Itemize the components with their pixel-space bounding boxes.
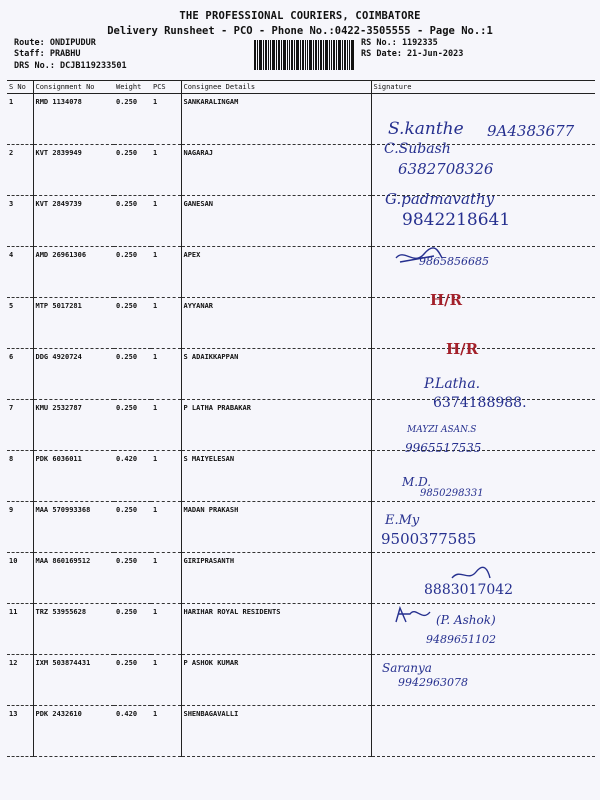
cell-consignee: SANKARALINGAM (181, 94, 371, 145)
cell-sno: 2 (7, 145, 33, 196)
cell-weight: 0.250 (114, 196, 151, 247)
cell-pcs: 1 (151, 553, 181, 604)
cell-weight: 0.420 (114, 706, 151, 757)
table-row (7, 604, 595, 655)
cell-pcs: 1 (151, 451, 181, 502)
signature-2-name: C.Subash (384, 141, 451, 157)
cell-consignment: MAA 860169512 (33, 553, 114, 604)
col-sno: S No (7, 81, 33, 94)
cell-consignee: P LATHA PRABAKAR (181, 400, 371, 451)
signature-6-mark: H/R (446, 340, 479, 358)
cell-pcs: 1 (151, 247, 181, 298)
cell-sno: 6 (7, 349, 33, 400)
signature-12-scribble (392, 604, 432, 626)
cell-weight: 0.250 (114, 553, 151, 604)
signature-9-name: M.D. (402, 475, 432, 489)
signature-4-phone: 9865856685 (419, 255, 489, 268)
cell-pcs: 1 (151, 349, 181, 400)
cell-pcs: 1 (151, 655, 181, 706)
signature-12-name: (P. Ashok) (436, 613, 496, 627)
cell-weight: 0.250 (114, 349, 151, 400)
cell-weight: 0.250 (114, 247, 151, 298)
cell-consignment: RMD 1134078 (33, 94, 114, 145)
signature-2-phone: 6382708326 (398, 160, 494, 178)
barcode (254, 40, 354, 70)
cell-consignment: TRZ 53955628 (33, 604, 114, 655)
cell-signature (371, 706, 595, 757)
table-row (7, 502, 595, 553)
table-row (7, 655, 595, 706)
cell-weight: 0.250 (114, 298, 151, 349)
cell-sno: 11 (7, 604, 33, 655)
table-row (7, 706, 595, 757)
signature-10-name: E.My (385, 513, 420, 528)
cell-consignee: AYYANAR (181, 298, 371, 349)
signature-5-mark: H/R (430, 291, 463, 309)
rs-number: RS No.: 1192335 (361, 38, 438, 48)
cell-weight: 0.250 (114, 502, 151, 553)
cell-signature (371, 349, 595, 400)
cell-consignee: S ADAIKKAPPAN (181, 349, 371, 400)
table-row (7, 145, 595, 196)
cell-weight: 0.420 (114, 451, 151, 502)
table-row (7, 247, 595, 298)
cell-weight: 0.250 (114, 145, 151, 196)
col-pcs: PCS (151, 81, 181, 94)
cell-sno: 8 (7, 451, 33, 502)
cell-consignment: KVT 2849739 (33, 196, 114, 247)
signature-8-phone: 9965517535 (405, 441, 482, 455)
cell-consignee: MADAN PRAKASH (181, 502, 371, 553)
cell-pcs: 1 (151, 502, 181, 553)
col-weight: Weight (114, 81, 151, 94)
cell-signature (371, 298, 595, 349)
signature-3-name: G.padmavathy (385, 190, 495, 208)
signature-11-phone: 8883017042 (424, 582, 514, 598)
signature-1-phone: 9A4383677 (487, 122, 575, 140)
cell-consignee: HARIHAR ROYAL RESIDENTS (181, 604, 371, 655)
signature-10-phone: 9500377585 (381, 530, 477, 548)
signature-12-phone: 9489651102 (426, 633, 496, 646)
cell-consignee: GANESAN (181, 196, 371, 247)
signature-9-phone: 9850298331 (420, 488, 484, 499)
cell-pcs: 1 (151, 196, 181, 247)
signature-13-phone: 9942963078 (398, 676, 468, 689)
cell-pcs: 1 (151, 298, 181, 349)
staff-label: Staff: PRABHU (14, 49, 81, 59)
cell-sno: 1 (7, 94, 33, 145)
cell-consignee: SHENBAGAVALLI (181, 706, 371, 757)
table-row (7, 451, 595, 502)
runsheet-table (7, 80, 595, 757)
rs-date: RS Date: 21-Jun-2023 (361, 49, 464, 59)
cell-consignment: KMU 2532787 (33, 400, 114, 451)
cell-consignment: MAA 570993368 (33, 502, 114, 553)
signature-13-name: Saranya (382, 661, 432, 675)
signature-3-phone: 9842218641 (402, 210, 511, 230)
signature-8-name: MAYZI ASAN.S (407, 425, 477, 435)
cell-consignment: DDG 4920724 (33, 349, 114, 400)
cell-consignee: P ASHOK KUMAR (181, 655, 371, 706)
cell-consignment: IXM 503874431 (33, 655, 114, 706)
cell-pcs: 1 (151, 706, 181, 757)
route-label: Route: ONDIPUDUR (14, 38, 96, 48)
signature-1-name: S.kanthe (388, 119, 464, 139)
cell-sno: 5 (7, 298, 33, 349)
cell-consignee: APEX (181, 247, 371, 298)
table-header (7, 81, 595, 94)
cell-weight: 0.250 (114, 94, 151, 145)
cell-sno: 10 (7, 553, 33, 604)
cell-pcs: 1 (151, 94, 181, 145)
cell-pcs: 1 (151, 604, 181, 655)
cell-consignment: AMD 26961306 (33, 247, 114, 298)
cell-weight: 0.250 (114, 400, 151, 451)
cell-sno: 4 (7, 247, 33, 298)
signature-7-phone: 6374188988. (433, 395, 527, 411)
cell-sno: 13 (7, 706, 33, 757)
cell-weight: 0.250 (114, 604, 151, 655)
col-consignment: Consignment No (33, 81, 114, 94)
cell-sno: 9 (7, 502, 33, 553)
signature-7-name: P.Latha. (424, 376, 481, 392)
cell-consignment: PDK 6036011 (33, 451, 114, 502)
cell-consignment: MTP 5017281 (33, 298, 114, 349)
table-row (7, 349, 595, 400)
cell-weight: 0.250 (114, 655, 151, 706)
company-title: THE PROFESSIONAL COURIERS, COIMBATORE (179, 10, 421, 22)
cell-pcs: 1 (151, 145, 181, 196)
table-row (7, 298, 595, 349)
cell-sno: 12 (7, 655, 33, 706)
cell-consignee: NAGARAJ (181, 145, 371, 196)
cell-consignment: PDK 2432610 (33, 706, 114, 757)
runsheet-title: Delivery Runsheet - PCO - Phone No.:0422-3505555 - Page No.:1 (107, 25, 493, 37)
cell-sno: 7 (7, 400, 33, 451)
col-signature: Signature (371, 81, 595, 94)
col-consignee: Consignee Details (181, 81, 371, 94)
cell-consignee: GIRIPRASANTH (181, 553, 371, 604)
cell-pcs: 1 (151, 400, 181, 451)
cell-sno: 3 (7, 196, 33, 247)
cell-consignment: KVT 2839949 (33, 145, 114, 196)
cell-consignee: S MAIYELESAN (181, 451, 371, 502)
drs-number: DRS No.: DCJB119233501 (14, 61, 127, 71)
